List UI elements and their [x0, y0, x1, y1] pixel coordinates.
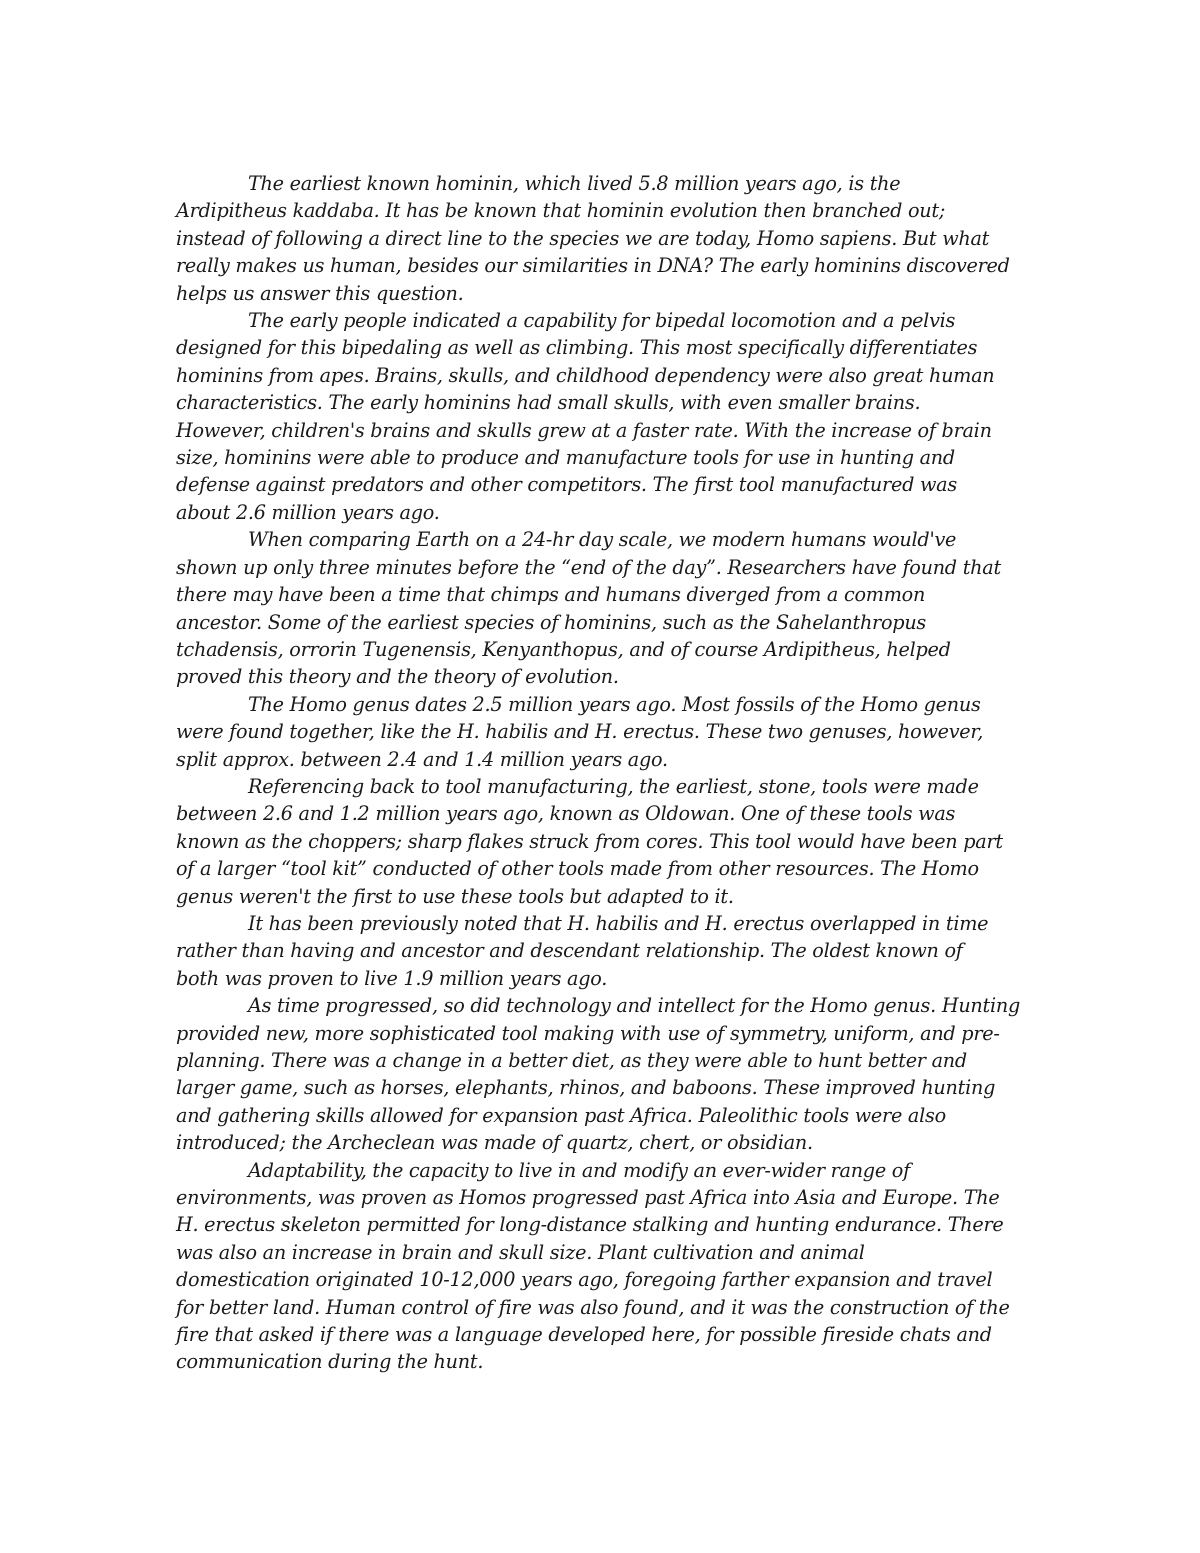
text-line: larger game, such as horses, elephants, rhinos, and baboons. These improved hunting: [176, 1076, 996, 1100]
text-line: introduced; the Archeclean was made of quartz, chert, or obsidian.: [176, 1131, 813, 1155]
paragraph: [176, 910, 1036, 992]
text-line: hominins from apes. Brains, skulls, and childhood dependency were also great human: [176, 363, 995, 387]
text-line: domestication originated 10-12,000 years ago, foregoing farther expansion and travel: [176, 1268, 993, 1292]
text-line: instead of following a direct line to the species we are today, Homo sapiens. But what: [176, 226, 990, 250]
paragraph: [176, 526, 1036, 690]
text-line: there may have been a time that chimps and humans diverged from a common: [176, 583, 926, 607]
text-line: Ardipitheus kaddaba. It has be known that hominin evolution then branched out;: [176, 199, 946, 223]
text-line: size, hominins were able to produce and manufacture tools for use in hunting and: [176, 446, 955, 470]
text-line: split approx. between 2.4 and 1.4 million years ago.: [176, 747, 668, 771]
text-line: were found together, like the H. habilis and H. erectus. These two genuses, however,: [176, 720, 984, 744]
text-line: It has been previously noted that H. habilis and H. erectus overlapped in time: [248, 911, 989, 935]
paragraph: [176, 992, 1036, 1156]
text-line: As time progressed, so did technology and intellect for the Homo genus. Hunting: [248, 994, 1021, 1018]
text-line: designed for this bipedaling as well as climbing. This most specifically differentiates: [176, 336, 978, 360]
text-line: shown up only three minutes before the “end of the day”. Researchers have found that: [176, 555, 1001, 579]
text-line: The early people indicated a capability for bipedal locomotion and a pelvis: [248, 309, 956, 333]
text-line: rather than having and ancestor and descendant relationship. The oldest known of: [176, 939, 963, 963]
text-line: ancestor. Some of the earliest species of hominins, such as the Sahelanthropus: [176, 610, 927, 634]
paragraph: [176, 773, 1036, 910]
text-line: about 2.6 million years ago.: [176, 500, 440, 524]
text-line: However, children's brains and skulls grew at a faster rate. With the increase of brain: [176, 418, 992, 442]
text-line: of a larger “tool kit” conducted of other tools made from other resources. The Homo: [176, 857, 979, 881]
text-line: defense against predators and other competitors. The first tool manufactured was: [176, 473, 957, 497]
text-line: communication during the hunt.: [176, 1350, 484, 1374]
paragraph: [176, 1157, 1036, 1376]
text-line: both was proven to live 1.9 million years ago.: [176, 966, 608, 990]
text-line: Referencing back to tool manufacturing, the earliest, stone, tools were made: [248, 774, 979, 798]
text-line: characteristics. The early hominins had small skulls, with even smaller brains.: [176, 391, 921, 415]
text-line: was also an increase in brain and skull size. Plant cultivation and animal: [176, 1240, 865, 1264]
text-line: between 2.6 and 1.2 million years ago, known as Oldowan. One of these tools was: [176, 802, 956, 826]
paragraph: [176, 170, 1036, 307]
text-line: fire that asked if there was a language developed here, for possible fireside chats and: [176, 1323, 992, 1347]
text-line: tchadensis, orrorin Tugenensis, Kenyanthopus, and of course Ardipitheus, helped: [176, 637, 951, 661]
text-line: really makes us human, besides our similarities in DNA? The early hominins discovered: [176, 254, 1010, 278]
text-line: for better land. Human control of fire was also found, and it was the construction of the: [176, 1295, 1010, 1319]
text-line: H. erectus skeleton permitted for long-distance stalking and hunting endurance. There: [176, 1213, 1004, 1237]
text-line: genus weren't the first to use these tools but adapted to it.: [176, 884, 734, 908]
paragraph: [176, 307, 1036, 526]
document-body: [176, 170, 1036, 1376]
text-line: The earliest known hominin, which lived 5.8 million years ago, is the: [248, 172, 901, 195]
text-line: helps us answer this question.: [176, 281, 464, 305]
text-line: environments, was proven as Homos progressed past Africa into Asia and Europe. The: [176, 1186, 1000, 1210]
text-line: provided new, more sophisticated tool making with use of symmetry, uniform, and pre-: [176, 1021, 1000, 1045]
text-line: planning. There was a change in a better diet, as they were able to hunt better and: [176, 1049, 967, 1072]
text-line: The Homo genus dates 2.5 million years ago. Most fossils of the Homo genus: [248, 692, 981, 716]
text-line: When comparing Earth on a 24-hr day scale, we modern humans would've: [248, 528, 957, 552]
text-line: known as the choppers; sharp flakes struck from cores. This tool would have been part: [176, 829, 1003, 853]
paragraph: [176, 691, 1036, 773]
text-line: and gathering skills allowed for expansion past Africa. Paleolithic tools were also: [176, 1103, 946, 1127]
text-line: Adaptability, the capacity to live in and modify an ever-wider range of: [248, 1158, 910, 1182]
text-line: proved this theory and the theory of evolution.: [176, 665, 619, 689]
